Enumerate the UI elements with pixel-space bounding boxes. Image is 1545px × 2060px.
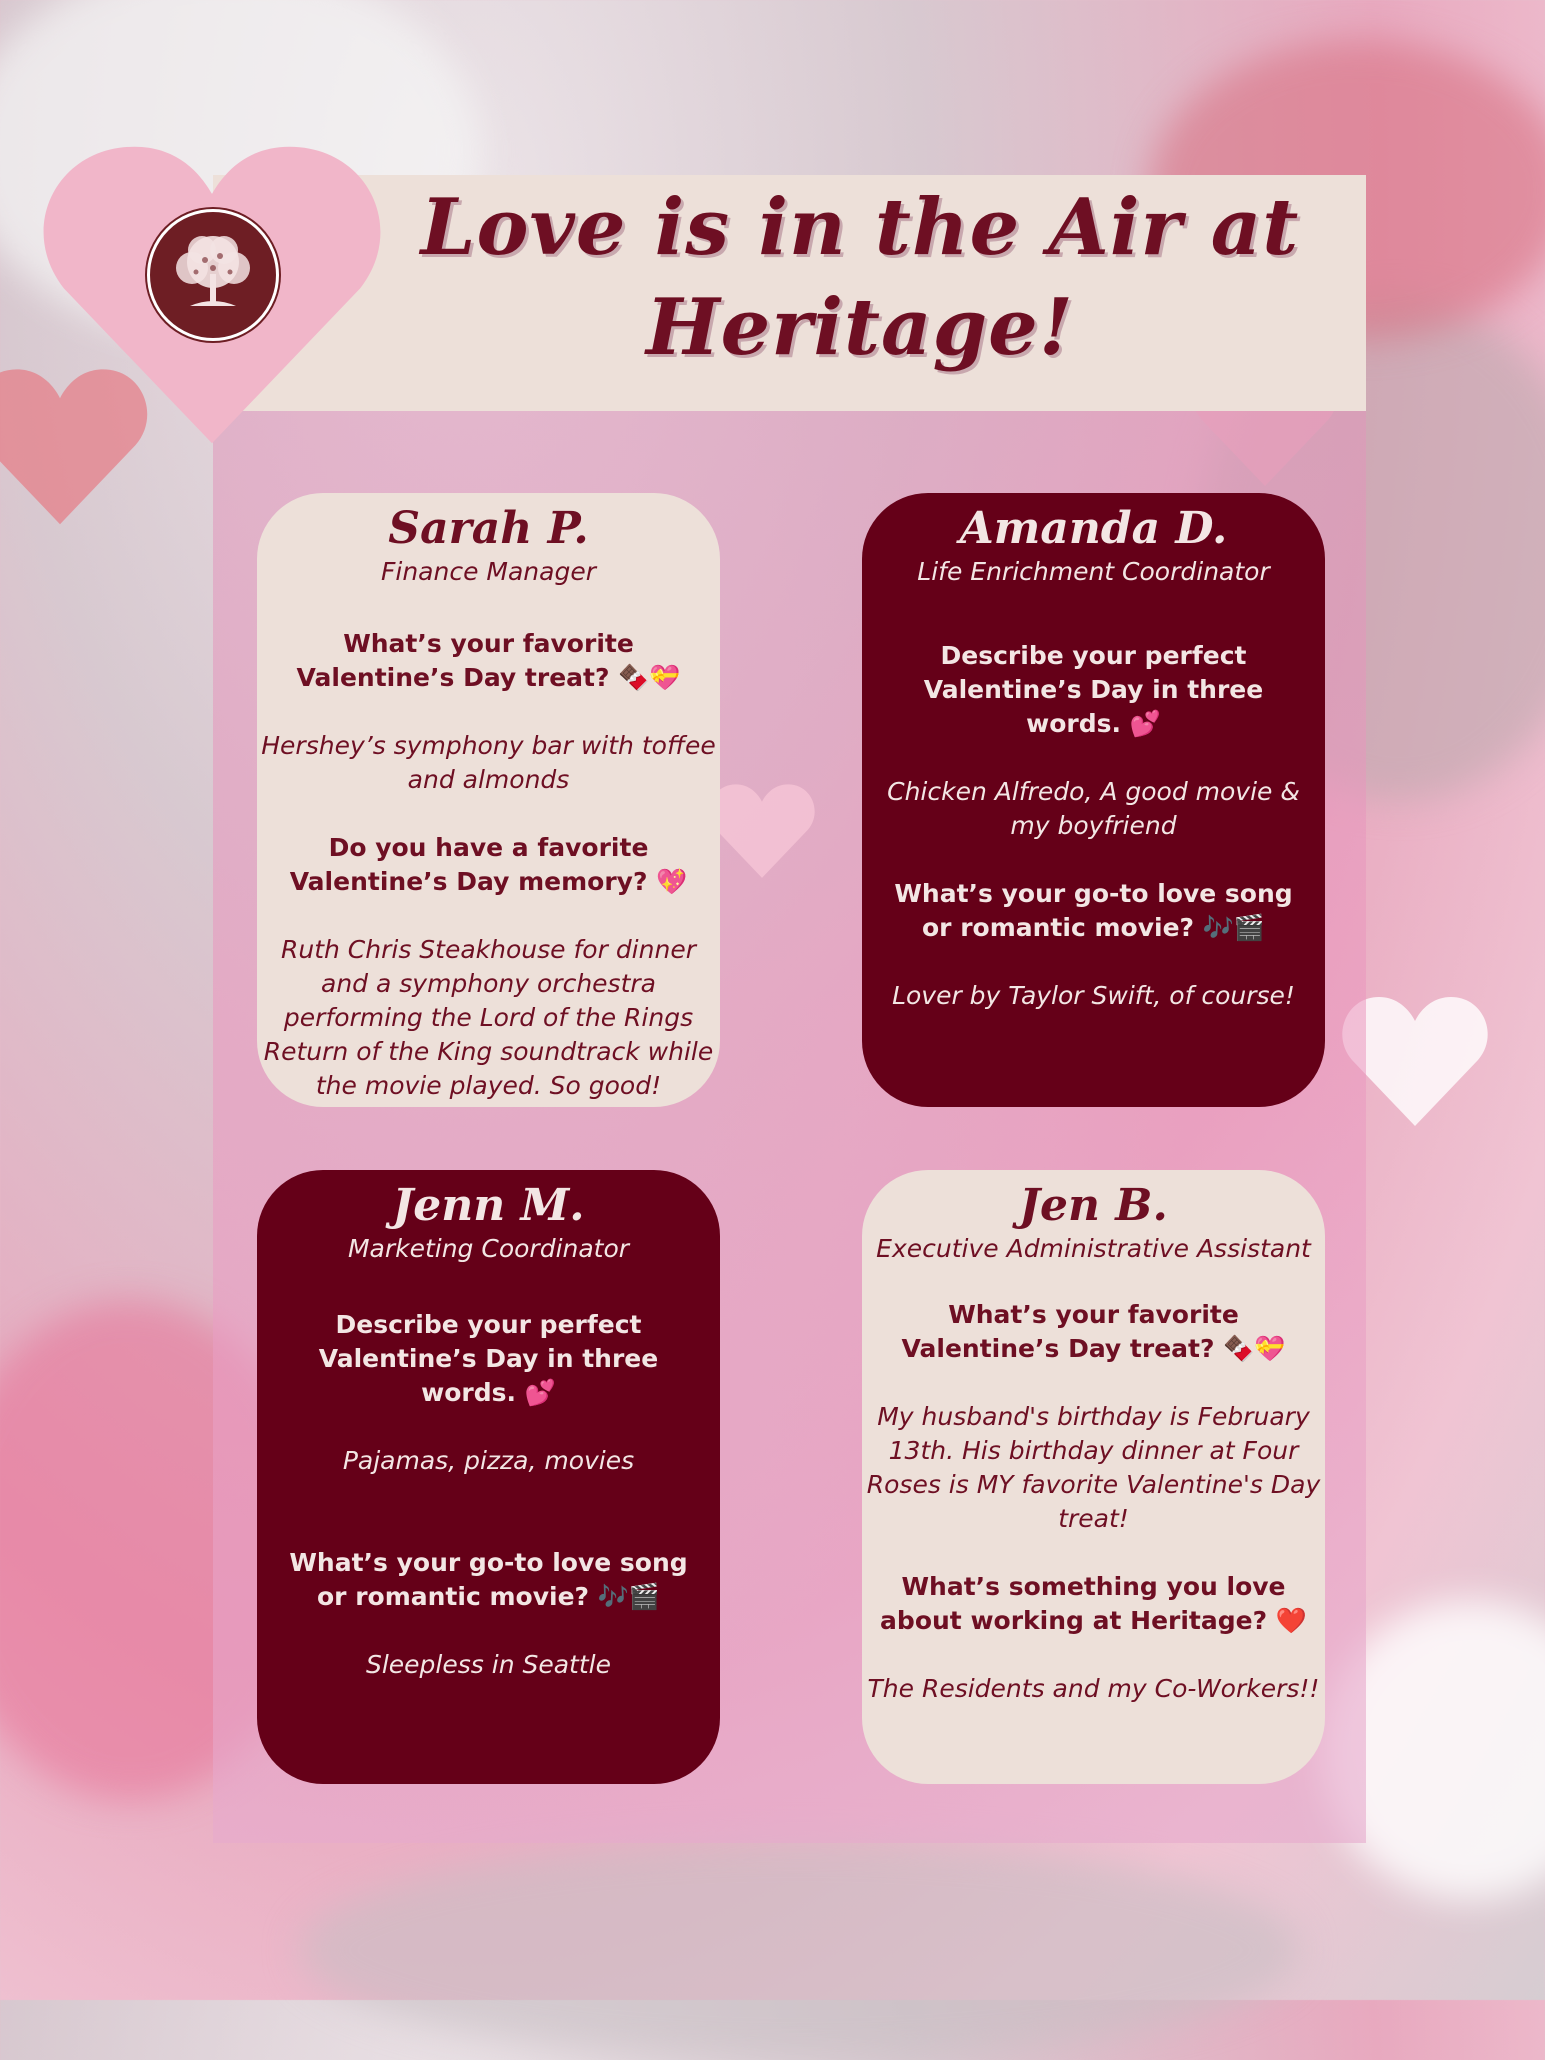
card-question-2: What’s something you love about working at Heritage? ❤️ [880,1572,1307,1635]
profile-card-jenn [257,1170,720,1784]
card-role: Finance Manager [381,557,596,586]
card-answer-2: The Residents and my Co-Workers!! [867,1674,1320,1703]
card-question-1: What’s your favorite Valentine’s Day treat? 🍫💝 [296,629,681,692]
card-question-1: What’s your favorite Valentine’s Day treat? 🍫💝 [901,1300,1286,1363]
profile-card-sarah [257,493,720,1107]
card-answer-2: Sleepless in Seattle [365,1650,611,1679]
heritage-logo [147,209,279,341]
card-name: Jen B. [1019,1180,1168,1231]
tree-icon [150,212,276,338]
heart-icon [707,780,817,880]
card-name: Sarah P. [388,503,589,554]
card-question-2: What’s your go-to love song or romantic movie? 🎶🎬 [289,1548,688,1611]
card-role: Executive Administrative Assistant [876,1234,1311,1263]
card-answer-1: Pajamas, pizza, movies [342,1446,635,1475]
profile-card-jen-b [862,1170,1325,1784]
card-question-1: Describe your perfect Valentine’s Day in three words. 💕 [318,1310,659,1407]
card-answer-1: Chicken Alfredo, A good movie & my boyfriend [887,777,1300,840]
card-answer-2: Lover by Taylor Swift, of course! [892,981,1295,1010]
page-title: Love is in the Air at Heritage! [420,182,1300,373]
card-answer-2: Ruth Chris Steakhouse for dinner and a symphony orchestra performing the Lord of the Rings Return of the King soundtrack while the movie played. So good! [263,935,714,1100]
profile-card-amanda [862,493,1325,1107]
card-role: Life Enrichment Coordinator [917,557,1270,586]
card-answer-1: My husband's birthday is February 13th. His birthday dinner at Four Roses is MY favorite Valentine's Day treat! [866,1402,1321,1533]
card-question-2: Do you have a favorite Valentine’s Day memory? 💖 [289,833,688,896]
card-question-2: What’s your go-to love song or romantic movie? 🎶🎬 [894,879,1293,942]
card-question-1: Describe your perfect Valentine’s Day in three words. 💕 [923,641,1264,738]
card-role: Marketing Coordinator [347,1234,630,1263]
card-answer-1: Hershey’s symphony bar with toffee and almonds [261,731,716,794]
card-name: Jenn M. [392,1180,585,1231]
card-name: Amanda D. [959,503,1228,554]
bokeh-gray-bottom [300,1840,1300,2060]
